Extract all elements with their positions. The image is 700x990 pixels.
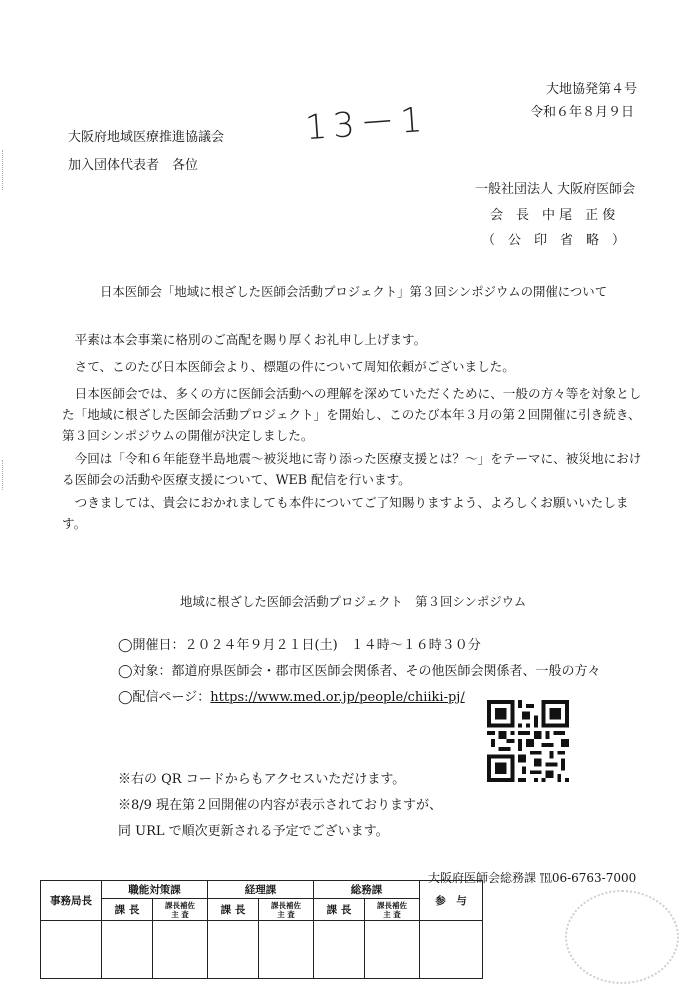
stamp-subheader-5: 課 長 [314, 899, 365, 921]
event-date: ◯開催日：２０２４年９月２１日(土) １４時～１６時３０分 [118, 638, 481, 653]
stamp-subheader-2: 課長補佐 主 査 [153, 899, 208, 921]
body-paragraph-3: 日本医師会では、多くの方に医師会活動への理解を深めていただくために、一般の方々等を対象とした「地域に根ざした医師会活動プロジェクト」を開始し、このたび本年３月の第２回開催に引き続き、第３回シンポジウムの開催が決定しました。 [62, 386, 642, 443]
document-number: 大地協発第４号 [546, 82, 638, 97]
sender-org: 一般社団法人 大阪府医師会 [475, 182, 636, 197]
handwritten-mark: 13－1 [303, 99, 430, 149]
stamp-header-advisor: 参 与 [420, 881, 483, 921]
event-url-row [118, 686, 465, 705]
stamp-cell [420, 921, 483, 979]
event-url-link[interactable]: https://www.med.or.jp/people/chiiki-pj/ [210, 690, 465, 705]
received-stamp [565, 890, 679, 984]
note-qr: ※右の QR コードからもアクセスいただけます。 [118, 772, 406, 787]
note-update: 同 URL で順次更新される予定でございます。 [118, 824, 389, 839]
scan-edge-mark [2, 460, 4, 490]
scan-edge-mark [2, 150, 4, 190]
document-title: 日本医師会「地域に根ざした医師会活動プロジェクト」第３回シンポジウムの開催について [100, 284, 608, 299]
stamp-cell [314, 921, 365, 979]
body-paragraph-4: 今回は「令和６年能登半島地震～被災地に寄り添った医療支援とは？～」をテーマに、被災地における医師会の活動や医療支援について、WEB 配信を行います。 [62, 451, 642, 487]
body-paragraph-1: 平素は本会事業に格別のご高配を賜り厚くお礼申し上げます。 [74, 332, 427, 347]
stamp-cell [153, 921, 208, 979]
contact-line: 大阪府医師会総務課 ℡06-6763-7000 [428, 871, 637, 885]
stamp-cell [365, 921, 420, 979]
event-url-label: ◯配信ページ： [118, 690, 211, 705]
seal-note: （ 公 印 省 略 ） [482, 233, 626, 248]
stamp-cell [41, 921, 102, 979]
stamp-subheader-4: 課長補佐 主 査 [259, 899, 314, 921]
stamp-subheader-3: 課 長 [208, 899, 259, 921]
stamp-cell [259, 921, 314, 979]
stamp-header-group-3: 総務課 [314, 881, 420, 899]
event-heading: 地域に根ざした医師会活動プロジェクト 第３回シンポジウム [180, 594, 527, 609]
stamp-subheader-1: 課 長 [102, 899, 153, 921]
note-current-content: ※8/9 現在第２回開催の内容が表示されておりますが、 [118, 798, 443, 813]
addressee-org: 大阪府地域医療推進協議会 [68, 130, 225, 145]
qr-code[interactable] [487, 700, 569, 782]
document-date: 令和６年８月９日 [530, 105, 635, 120]
stamp-cell [208, 921, 259, 979]
stamp-header-group-1: 職能対策課 [102, 881, 208, 899]
stamp-cell [102, 921, 153, 979]
body-paragraph-5: つきましては、貴会におかれましても本件についてご了知賜りますよう、よろしくお願いいたします。 [62, 495, 629, 531]
stamp-header-director: 事務局長 [41, 881, 102, 921]
event-target: ◯対象：都道府県医師会・郡市区医師会関係者、その他医師会関係者、一般の方々 [118, 664, 601, 679]
sender-name: 会 長 中 尾 正 俊 [490, 208, 616, 223]
body-text [62, 329, 644, 534]
addressee-recipients: 加入団体代表者 各位 [68, 158, 199, 173]
approval-stamp-table [40, 880, 483, 979]
body-paragraph-2: さて、このたび日本医師会より、標題の件について周知依頼がございました。 [74, 359, 515, 374]
stamp-subheader-6: 課長補佐 主 査 [365, 899, 420, 921]
stamp-header-group-2: 経理課 [208, 881, 314, 899]
